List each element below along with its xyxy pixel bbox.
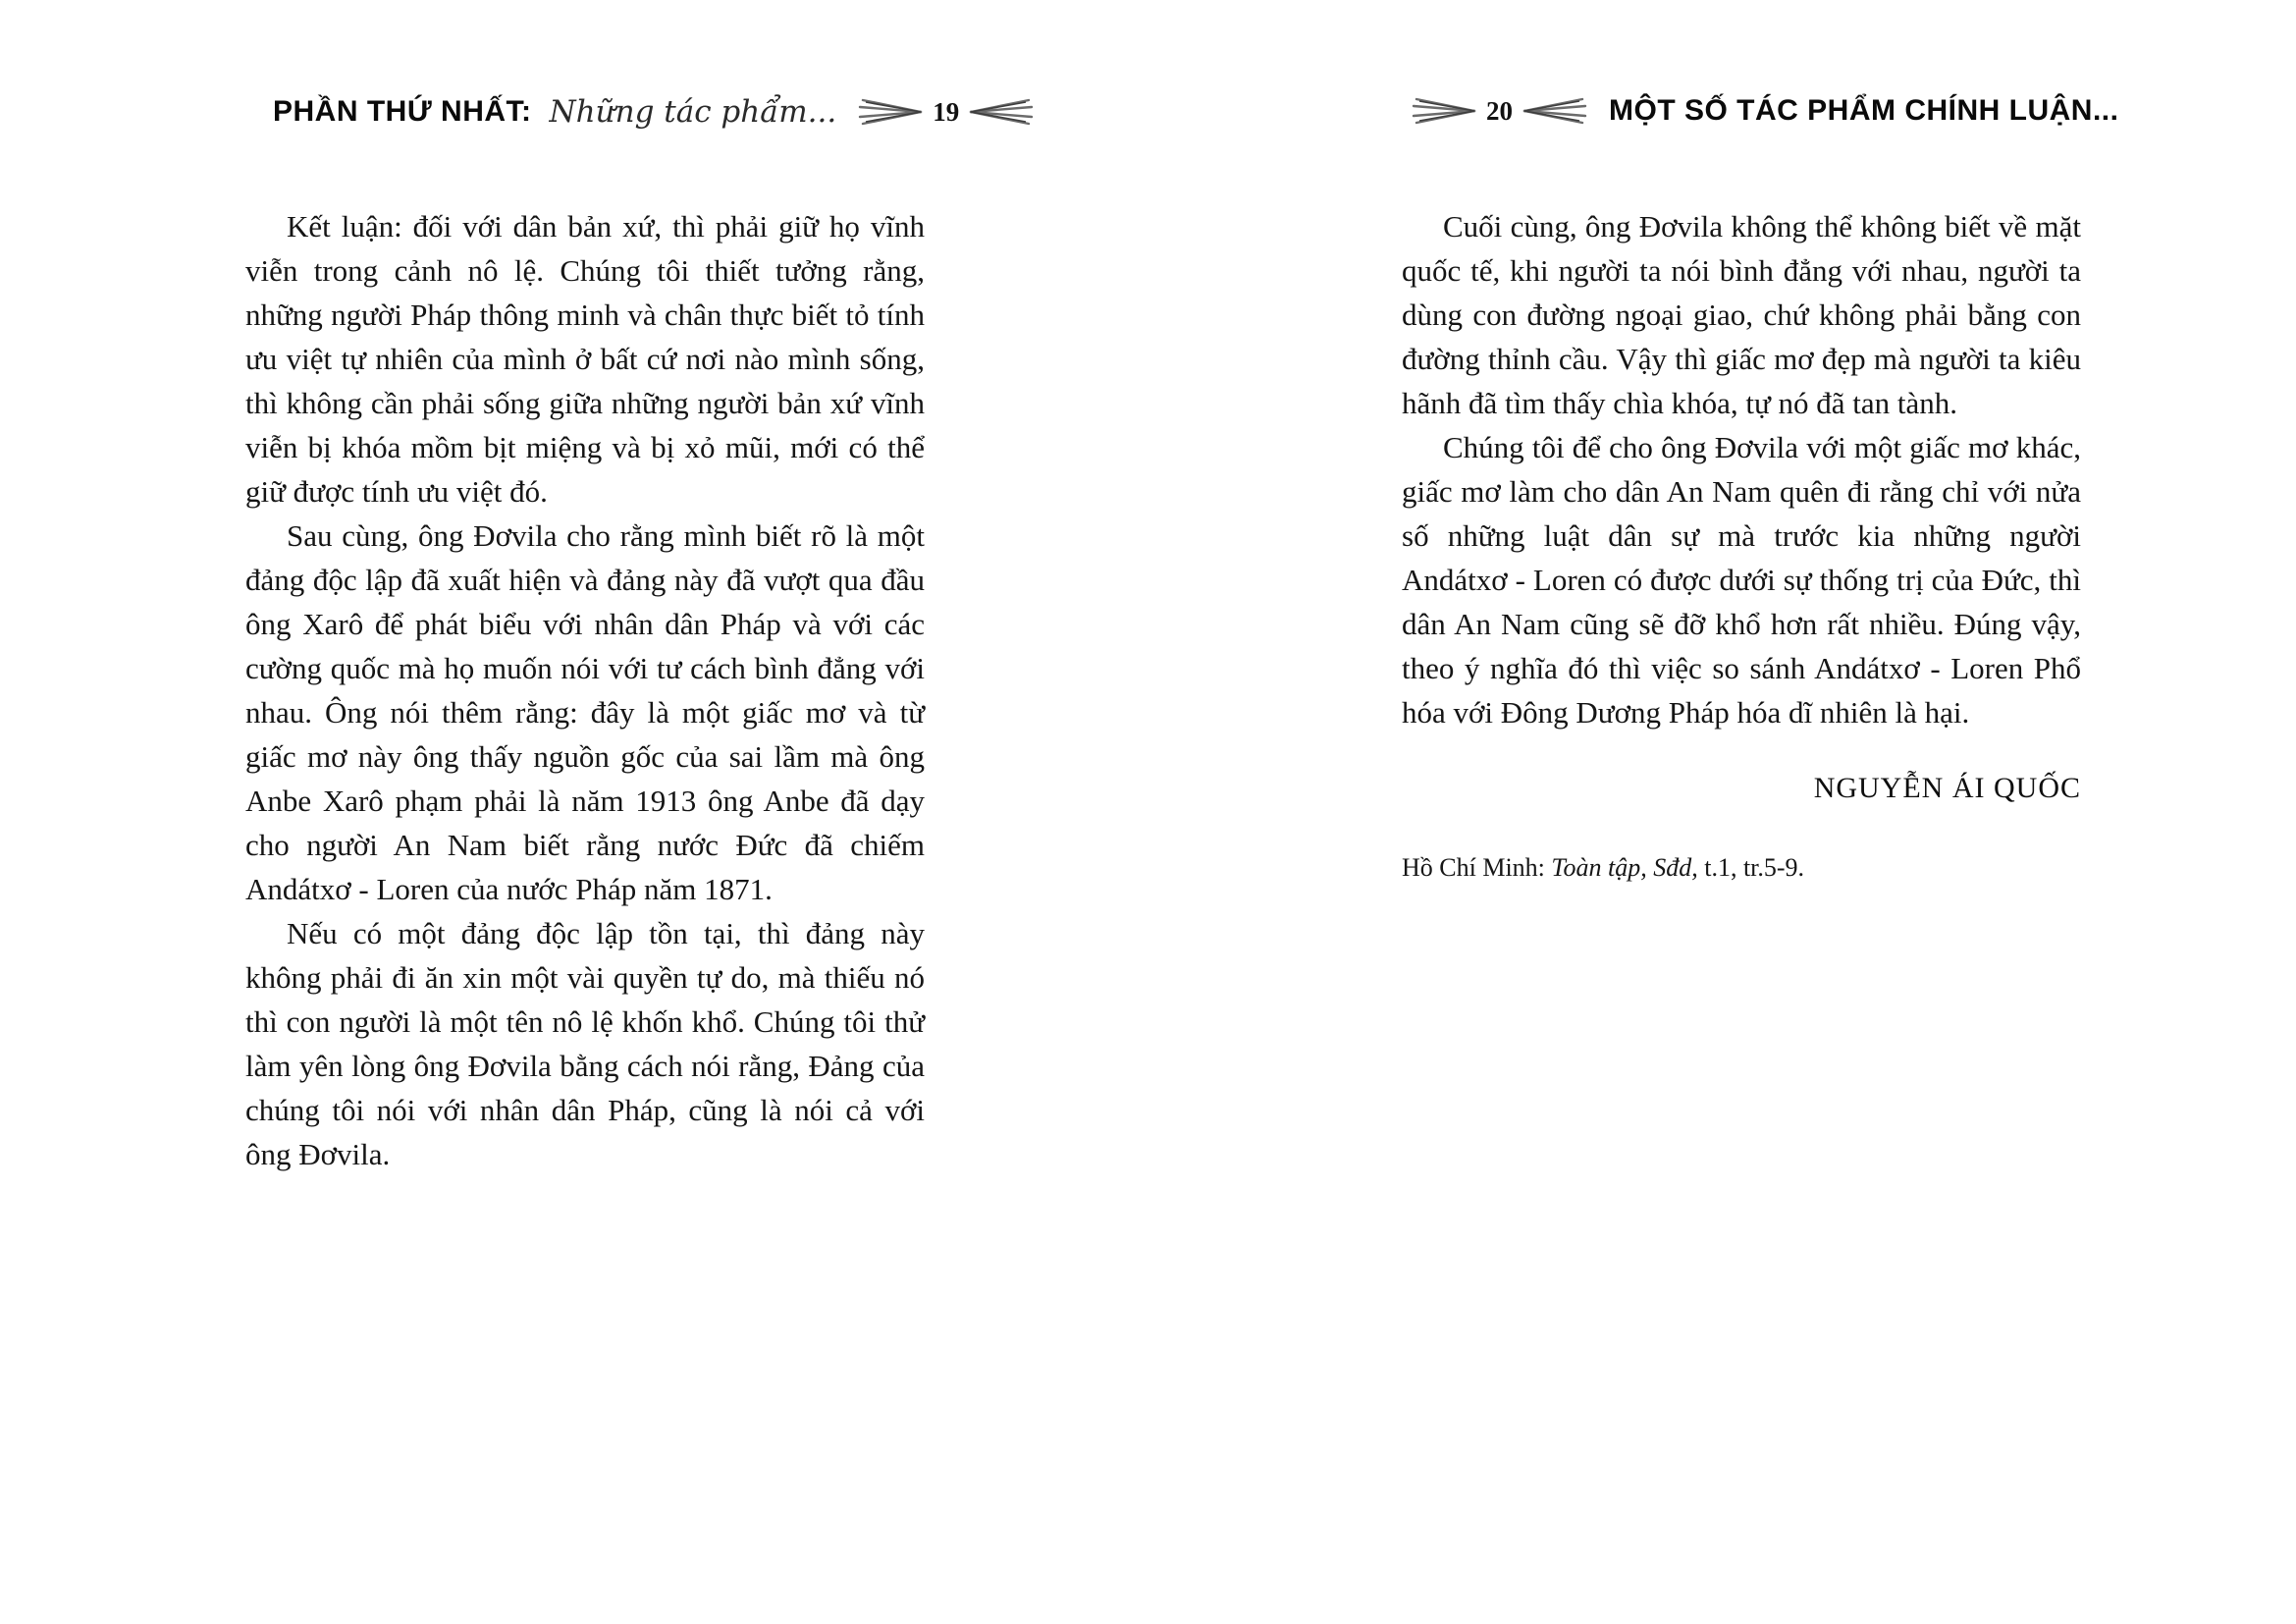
left-page-text [245,204,925,1176]
paragraph: Cuối cùng, ông Đơvila không thể không biết về mặt quốc tế, khi người ta nói bình đẳng với nhau, người ta dùng con đường ngoại giao, chứ không phải bằng con đường thỉnh cầu. Vậy thì giấc mơ đẹp mà người ta kiêu hãnh đã tìm thấy chìa khóa, tự nó đã tan tành. [1402,209,2081,420]
book-ornament-icon [858,96,923,128]
paragraph: Kết luận: đối với dân bản xứ, thì phải giữ họ vĩnh viễn trong cảnh nô lệ. Chúng tôi thiết tưởng rằng, những người Pháp thông minh và chân thực biết tỏ tính ưu việt tự nhiên của mình ở bất cứ nơi nào mình sống, thì không cần phải sống giữa những người bản xứ vĩnh viễn bị khóa mồm bịt miệng và bị xỏ mũi, mới có thể giữ được tính ưu việt đó. [245,209,925,509]
paragraph: Sau cùng, ông Đơvila cho rằng mình biết rõ là một đảng độc lập đã xuất hiện và đảng này đã vượt qua đầu ông Xarô để phát biểu với nhân dân Pháp và với các cường quốc mà họ muốn nói với tư cách bình đẳng với nhau. Ông nói thêm rằng: đây là một giấc mơ và từ giấc mơ này ông thấy nguồn gốc của sai lầm mà ông Anbe Xarô phạm phải là năm 1913 ông Anbe đã dạy cho người An Nam biết rằng nước Đức đã chiếm Andátxơ - Loren của nước Pháp năm 1871. [245,518,925,906]
footnote-prefix: Hồ Chí Minh: [1402,853,1552,882]
author-signature: NGUYỄN ÁI QUỐC [1813,772,2081,804]
right-header-title: MỘT SỐ TÁC PHẨM CHÍNH LUẬN... [1609,94,2119,127]
left-header-title: PHẦN THỨ NHẤT: [273,95,532,128]
left-page-header [273,94,1040,130]
paragraph: Chúng tôi để cho ông Đơvila với một giấc mơ khác, giấc mơ làm cho dân An Nam quên đi rằng chỉ với nửa số những luật dân sự mà trước kia những người Andátxơ - Loren có được dưới sự thống trị của Đức, thì dân An Nam cũng sẽ đỡ khổ hơn rất nhiều. Đúng vậy, theo ý nghĩa đó thì việc so sánh Andátxơ - Loren Phổ hóa với Đông Dương Pháp hóa dĩ nhiên là hại. [1402,430,2081,730]
left-page-number: 19 [933,96,960,127]
book-ornament-icon [1522,95,1587,127]
book-ornament-icon [969,96,1034,128]
book-ornament-icon [1412,95,1476,127]
left-page-number-ornament [858,96,1034,128]
footnote-suffix: t.1, tr.5-9. [1697,853,1805,882]
source-footnote [1402,851,2081,885]
paragraph: Nếu có một đảng độc lập tồn tại, thì đảng này không phải đi ăn xin một vài quyền tự do, mà thiếu nó thì con người là một tên nô lệ khốn khổ. Chúng tôi thử làm yên lòng ông Đơvila bằng cách nói rằng, Đảng của chúng tôi nói với nhân dân Pháp, cũng là nói cả với ông Đơvila. [245,916,925,1171]
right-page-number: 20 [1486,95,1513,126]
right-page-number-ornament [1412,95,1587,127]
footnote-source-title: Toàn tập, Sđd, [1551,853,1698,882]
left-header-subtitle: Những tác phẩm... [549,94,837,130]
right-page-text [1402,204,2081,885]
right-page-header [1406,94,2118,128]
